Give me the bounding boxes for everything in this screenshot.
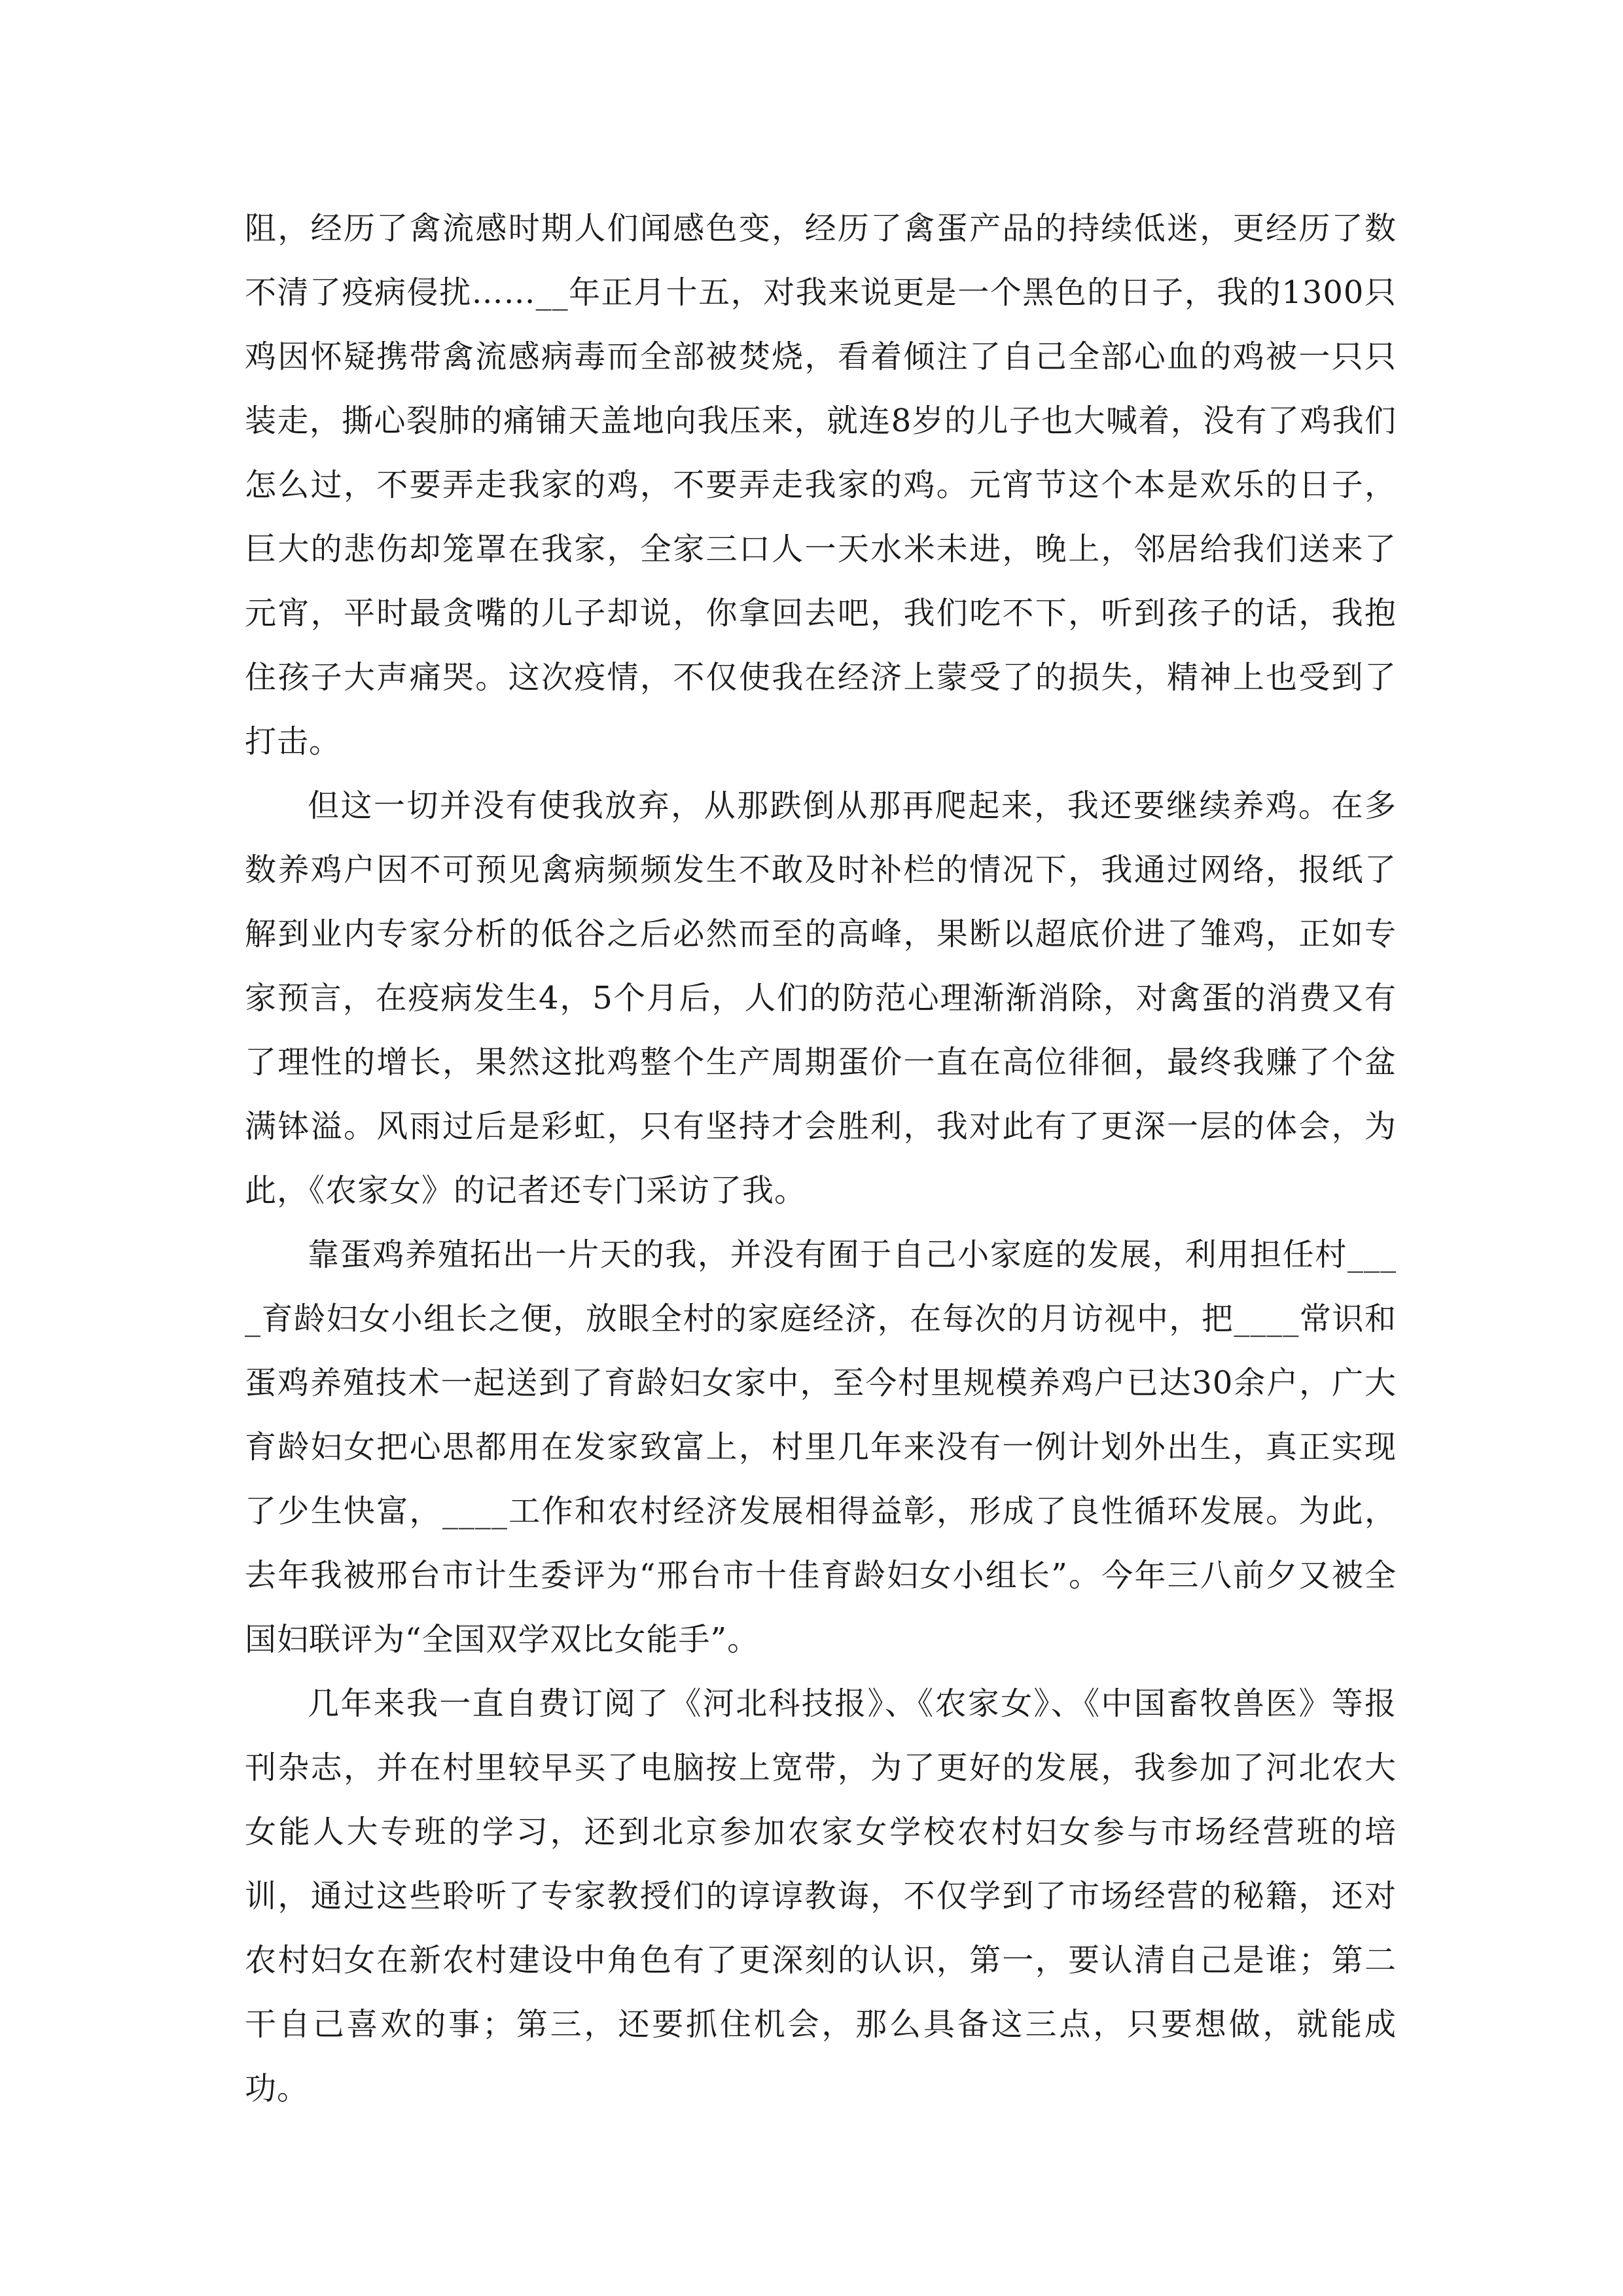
paragraph-1: 阻，经历了禽流感时期人们闻感色变，经历了禽蛋产品的持续低迷，更经历了数不清了疫病侵扰……__年正月十五，对我来说更是一个黑色的日子，我的1300只鸡因怀疑携带禽流感病毒而全部被焚烧，看着倾注了自己全部心血的鸡被一只只装走，撕心裂肺的痛铺天盖地向我压来，就连8岁的儿子也大喊着，没有了鸡我们怎么过，不要弄走我家的鸡，不要弄走我家的鸡。元宵节这个本是欢乐的日子，巨大的悲伤却笼罩在我家，全家三口人一天水米未进，晚上，邻居给我们送来了元宵，平时最贪嘴的儿子却说，你拿回去吧，我们吃不下，听到孩子的话，我抱住孩子大声痛哭。这次疫情，不仅使我在经济上蒙受了的损失，精神上也受到了打击。: [245, 210, 1397, 760]
paragraph-2: 但这一切并没有使我放弃，从那跌倒从那再爬起来，我还要继续养鸡。在多数养鸡户因不可预见禽病频频发生不敢及时补栏的情况下，我通过网络，报纸了解到业内专家分析的低谷之后必然而至的高峰，果断以超底价进了雏鸡，正如专家预言，在疫病发生4，5个月后，人们的防范心理渐渐消除，对禽蛋的消费又有了理性的增长，果然这批鸡整个生产周期蛋价一直在高位徘徊，最终我赚了个盆满钵溢。风雨过后是彩虹，只有坚持才会胜利，我对此有了更深一层的体会，为此，《农家女》的记者还专门采访了我。: [245, 787, 1397, 1209]
paragraph-3: 靠蛋鸡养殖拓出一片天的我，并没有囿于自己小家庭的发展，利用担任村____育龄妇女小组长之便，放眼全村的家庭经济，在每次的月访视中，把____常识和蛋鸡养殖技术一起送到了育龄妇女家中，至今村里规模养鸡户已达30余户，广大育龄妇女把心思都用在发家致富上，村里几年来没有一例计划外出生，真正实现了少生快富，____工作和农村经济发展相得益彰，形成了良性循环发展。为此，去年我被邢台市计生委评为“邢台市十佳育龄妇女小组长”。今年三八前夕又被全国妇联评为“全国双学双比女能手”。: [245, 1236, 1397, 1658]
paragraph-4: 几年来我一直自费订阅了《河北科技报》、《农家女》、《中国畜牧兽医》等报刊杂志，并在村里较早买了电脑按上宽带，为了更好的发展，我参加了河北农大女能人大专班的学习，还到北京参加农家女学校农村妇女参与市场经营班的培训，通过这些聆听了专家教授们的谆谆教诲，不仅学到了市场经营的秘籍，还对农村妇女在新农村建设中角色有了更深刻的认识，第一，要认清自己是谁；第二干自己喜欢的事；第三，还要抓住机会，那么具备这三点，只要想做，就能成功。: [245, 1685, 1397, 2107]
document-body: [245, 196, 1397, 2121]
